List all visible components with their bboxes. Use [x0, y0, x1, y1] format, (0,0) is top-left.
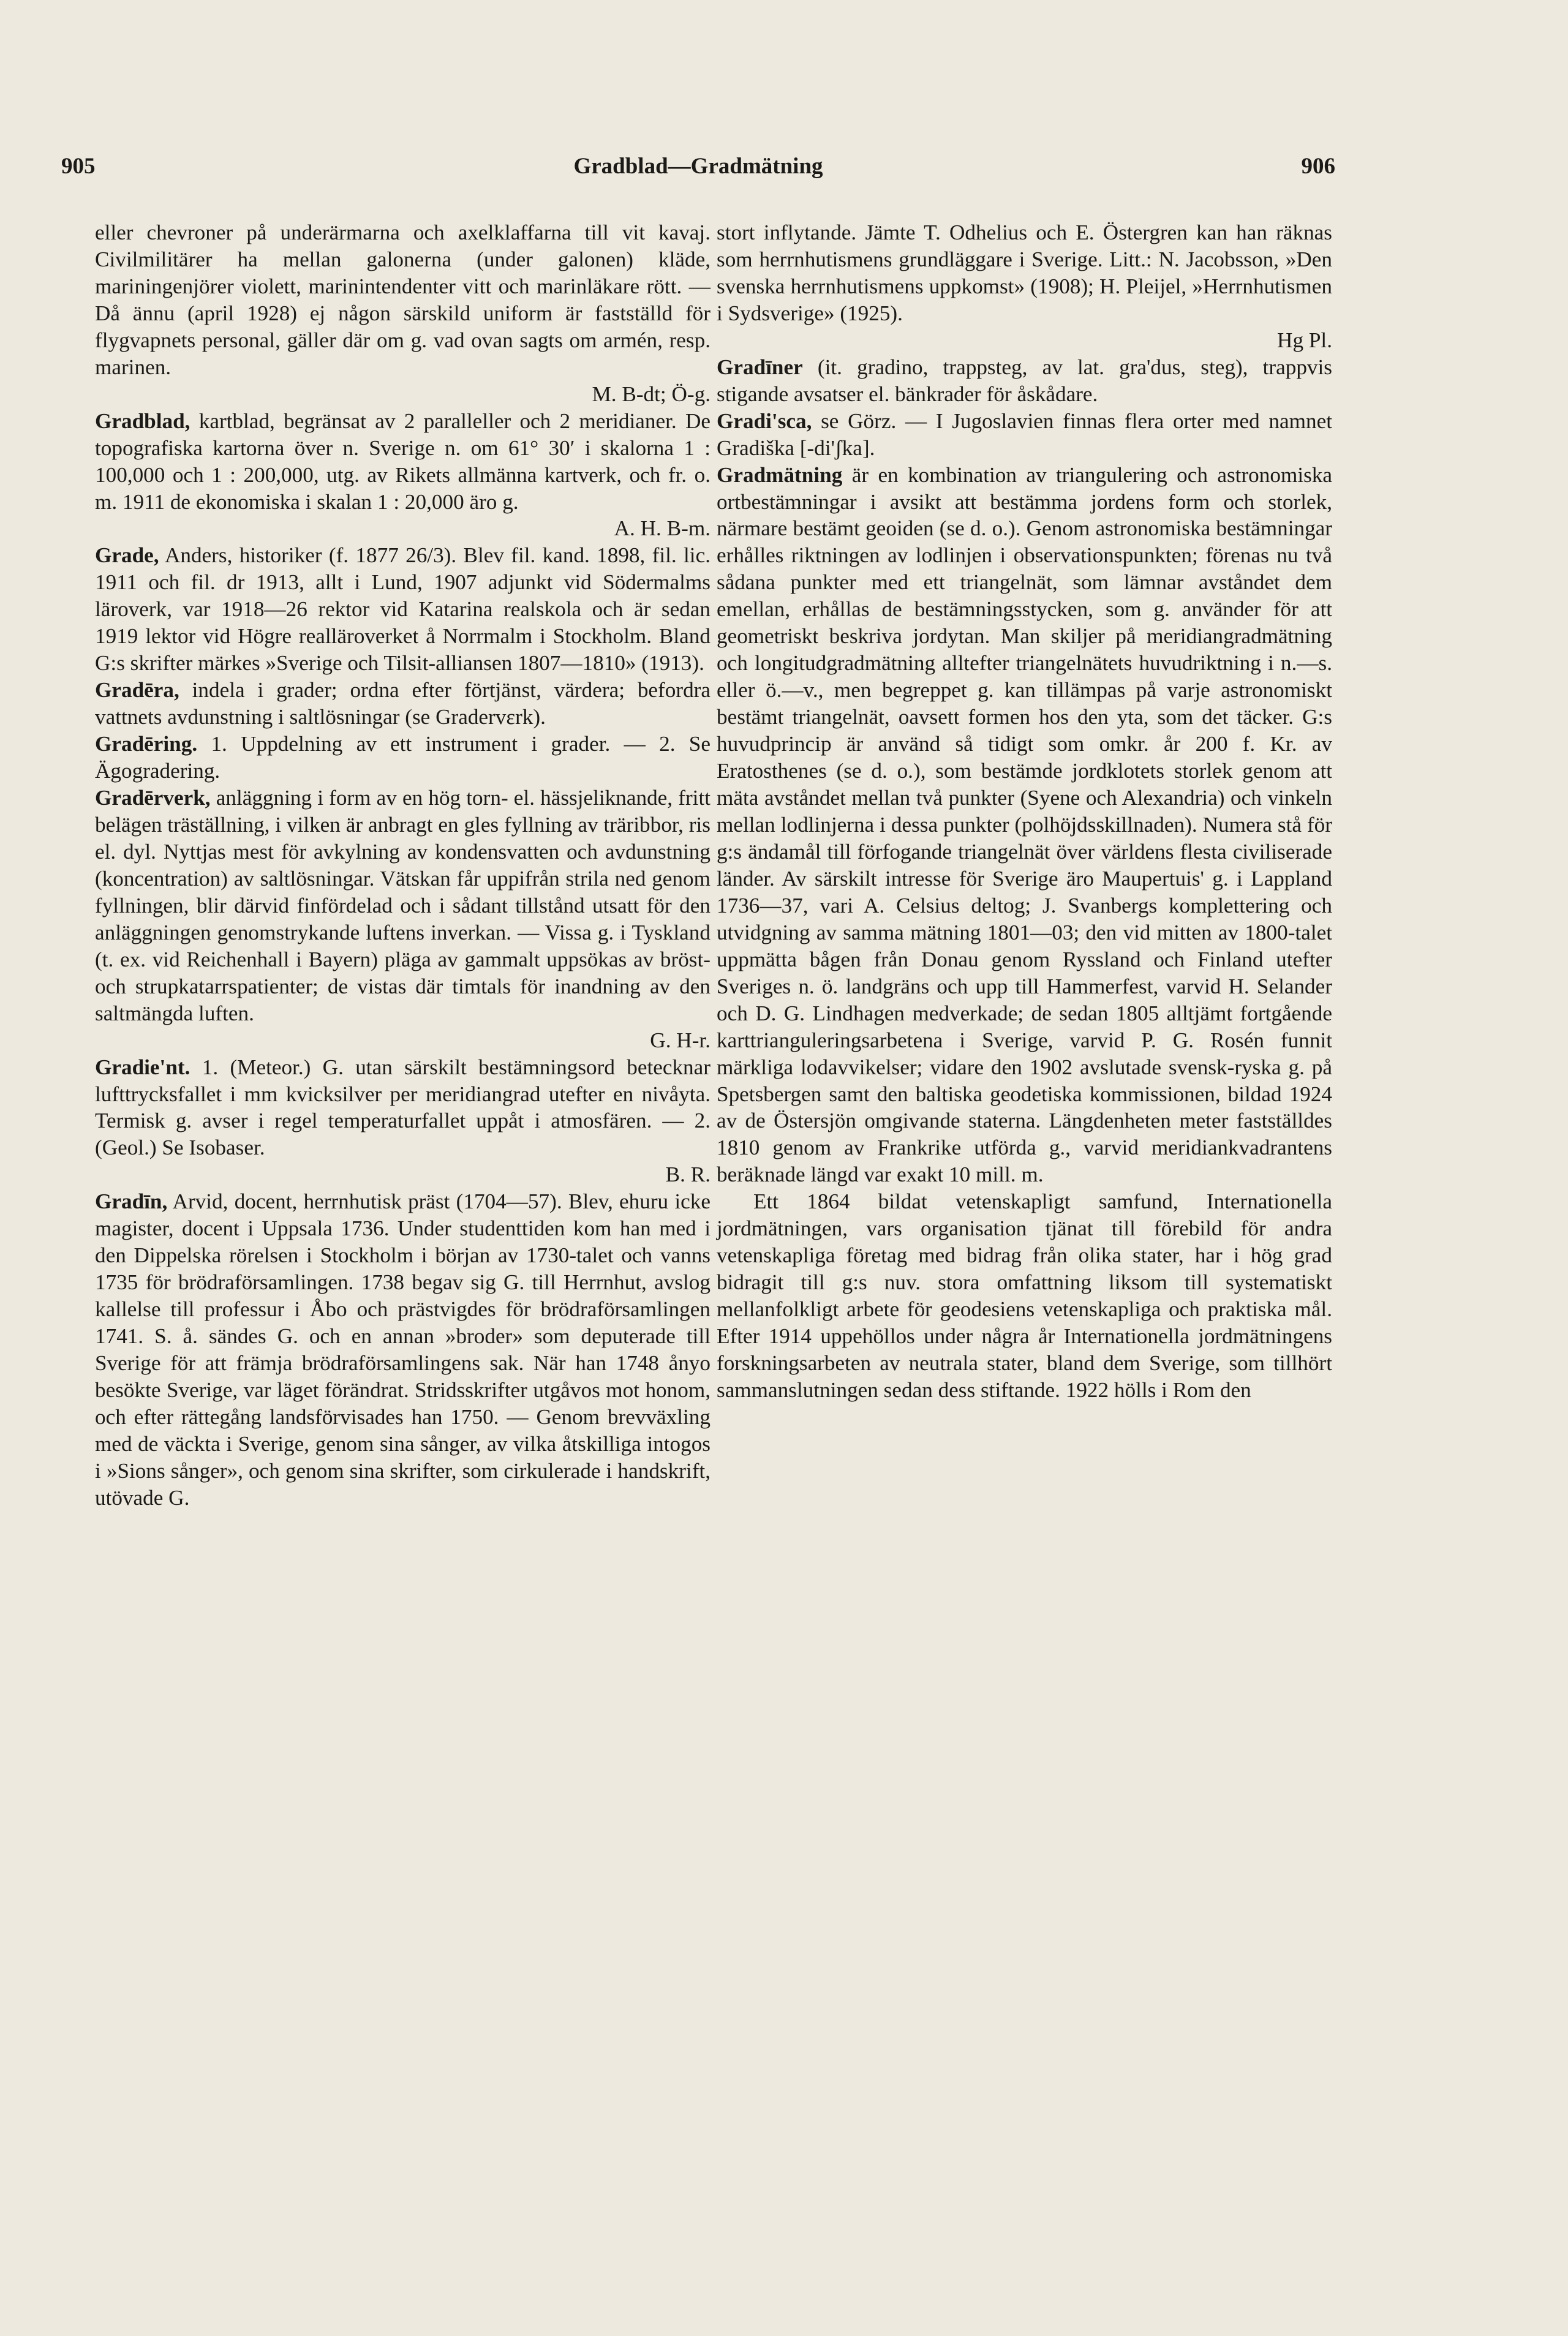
running-title: Gradblad—Gradmätning	[573, 154, 823, 179]
entry-headword: Gradēra,	[95, 678, 179, 703]
entry-text: Ett 1864 bildat vetenskapligt samfund, Internationella jordmätningen, vars organisation tjänat till förebild för andra vetenskapliga företag med bidrag från olika stater, har i hög grad bidragit till g:s nuv. stora omfattning liksom till systematiskt mellanfolkligt arbete för geodesiens vetenskapliga och praktiska mål. Efter 1914 uppehöllos under några år Internationella jordmätningens forskningsarbeten av neutrala stater, bland dem Sverige, som tillhört sammanslutningen sedan dess stiftande. 1922 hölls i Rom den	[717, 1189, 1332, 1402]
page-number-left: 905	[61, 154, 96, 179]
page-header	[61, 153, 1335, 190]
entry-text: eller chevroner på underärmarna och axelklaffarna till vit kavaj. Civilmilitärer ha mellan galonerna (under galonen) kläde, mariningenjörer violett, marinintendenter vitt och marinläkare rött. — Då ännu (april 1928) ej någon särskild uniform är fastställd för flygvapnets personal, gäller där om g. vad ovan sagts om armén, resp. marinen.	[95, 220, 710, 379]
entry-headword: Gradērverk,	[95, 786, 211, 810]
article-entry	[717, 462, 1332, 1189]
entry-headword: Gradīn,	[95, 1189, 168, 1214]
entry-headword: Gradmätning	[717, 462, 843, 487]
author-signature: G. H-r.	[650, 1028, 710, 1052]
entry-text: 1. (Meteor.) G. utan särskilt bestämningsord betecknar lufttrycksfallet i mm kvicksilver per meridiangrad utefter en nivåyta. Termisk g. avser i regel temperaturfallet uppåt i atmosfären. — 2. (Geol.) Se Isobaser.	[95, 1055, 710, 1160]
article-entry	[717, 1188, 1332, 1404]
article-entry	[95, 677, 710, 731]
entry-text: kartblad, begränsat av 2 paralleller och 2 meridianer. De topografiska kartorna över n. Sverige n. om 61° 30′ i skalorna 1 : 100,000 och 1 : 200,000, utg. av Rikets allmänna kartverk, och fr. o. m. 1911 de ekonomiska i skalan 1 : 20,000 äro g.	[95, 409, 710, 514]
article-entry	[717, 219, 1332, 354]
entry-text: se Görz. — I Jugoslavien finnas flera orter med namnet Gradiška [-di'ʃka].	[717, 409, 1332, 460]
left-column	[95, 219, 710, 1512]
author-signature: Hg Pl.	[1277, 328, 1332, 352]
article-entry	[717, 408, 1332, 462]
article-entry	[95, 731, 710, 785]
entry-text: är en kombination av triangulering och astronomiska ortbestämningar i avsikt att bestämma jordens form och storlek, närmare bestämt geoiden (se d. o.). Genom astronomiska bestämningar erhålles riktningen av lodlinjen i observationspunkten; förenas nu två sådana punkter med ett triangelnät, som lämnar avståndet dem emellan, erhållas de bestämningsstycken, som g. använder för att geometriskt beskriva jordytan. Man skiljer på meridiangradmätning och longitudgradmätning alltefter triangelnätets huvudriktning i n.—s. eller ö.—v., men begreppet g. kan tillämpas på varje astronomiskt bestämt triangelnät, oavsett formen hos den yta, som det täcker. G:s huvudprincip är använd så tidigt som omkr. år 200 f. Kr. av Eratosthenes (se d. o.), som bestämde jordklotets storlek genom att mäta avståndet mellan två punkter (Syene och Alexandria) och vinkeln mellan lodlinjerna i dessa punkter (polhöjdsskillnaden). Numera stå för g:s ändamål till förfogande triangelnät över världens flesta civiliserade länder. Av särskilt intresse för Sverige äro Maupertuis' g. i Lappland 1736—37, vari A. Celsius deltog; J. Svanbergs komplettering och utvidgning av samma mätning 1801—03; den vid mitten av 1800-talet uppmätta bågen från Donau genom Ryssland och Finland utefter Sveriges n. ö. landgräns och upp till Hammerfest, varvid H. Selander och D. G. Lindhagen medverkade; de sedan 1805 alltjämt fortgående karttrianguleringsarbetena i Sverige, varvid P. G. Rosén funnit märkliga lodavvikelser; vidare den 1902 avslutade svensk-ryska g. på Spetsbergen samt den baltiska geodetiska kommissionen, bildad 1924 av de Östersjön omgivande staterna. Längdenheten meter fastställdes 1810 genom av Frankrike utförda g., varvid meridiankvadrantens beräknade längd var exakt 10 mill. m.	[717, 462, 1332, 1187]
article-entry	[95, 408, 710, 543]
article-entry	[717, 354, 1332, 408]
entry-headword: Gradblad,	[95, 409, 190, 433]
entry-headword: Gradīner	[717, 355, 803, 379]
author-signature: B. R.	[665, 1162, 710, 1187]
article-entry	[95, 785, 710, 1054]
entry-text: stort inflytande. Jämte T. Odhelius och E. Östergren kan han räknas som herrnhutismens grundläggare i Sverige. Litt.: N. Jacobsson, »Den svenska herrnhutismens uppkomst» (1908); H. Pleijel, »Herrnhutismen i Sydsverige» (1925).	[717, 220, 1332, 325]
entry-headword: Gradie'nt.	[95, 1055, 190, 1079]
entry-headword: Gradi'sca,	[717, 409, 812, 433]
article-entry	[95, 1188, 710, 1511]
author-signature: A. H. B-m.	[614, 516, 710, 541]
author-signature: M. B-dt; Ö-g.	[592, 382, 710, 406]
article-entry	[95, 1054, 710, 1189]
entry-text: anläggning i form av en hög torn- el. hässjeliknande, fritt belägen träställning, i vilken är anbragt en gles fyllning av träribbor, ris el. dyl. Nyttjas mest för avkylning av kondensvatten och avdunstning (koncentration) av saltlösningar. Vätskan får uppifrån strila ned genom fyllningen, blir därvid finfördelad och i sådant tillstånd utsatt för den anläggningen genomstrykande luftens inverkan. — Vissa g. i Tyskland (t. ex. vid Reichenhall i Bayern) pläga av gammalt uppsökas av bröst- och strupkatarrspatienter; de vistas där timtals för inandning av den saltmängda luften.	[95, 786, 710, 1025]
article-entry	[95, 219, 710, 408]
entry-text: indela i grader; ordna efter förtjänst, värdera; befordra vattnets avdunstning i saltlösningar (se Gradervεrk).	[95, 678, 710, 729]
entry-text: 1. Uppdelning av ett instrument i grader. — 2. Se Ägogradering.	[95, 732, 710, 783]
article-entry	[95, 542, 710, 677]
entry-text: Arvid, docent, herrnhutisk präst (1704—57). Blev, ehuru icke magister, docent i Uppsala 1736. Under studenttiden kom han med i den Dippelska rörelsen i Stockholm i början av 1730-talet och vanns 1735 för brödraförsamlingen. 1738 begav sig G. till Herrnhut, avslog kallelse till professur i Åbo och prästvigdes för brödraförsamlingen 1741. S. å. sändes G. och en annan »broder» som deputerade till Sverige för att främja brödraförsamlingens sak. När han 1748 ånyo besökte Sverige, var läget förändrat. Stridsskrifter utgåvos mot honom, och efter rättegång landsförvisades han 1750. — Genom brevväxling med de väckta i Sverige, genom sina sånger, av vilka åtskilliga intogos i »Sions sånger», och genom sina skrifter, som cirkulerade i handskrift, utövade G.	[95, 1189, 710, 1510]
entry-headword: Grade,	[95, 543, 159, 568]
entry-headword: Gradēring.	[95, 732, 198, 756]
page-number-right: 906	[1301, 154, 1335, 179]
entry-text: Anders, historiker (f. 1877 26/3). Blev fil. kand. 1898, fil. lic. 1911 och fil. dr 1913, allt i Lund, 1907 adjunkt vid Södermalms läroverk, var 1918—26 rektor vid Katarina realskola och är sedan 1919 lektor vid Högre realläroverket å Norrmalm i Stockholm. Bland G:s skrifter märkes »Sverige och Tilsit-alliansen 1807—1810» (1913).	[95, 543, 710, 676]
right-column	[717, 219, 1332, 1404]
entry-text: (it. gradino, trappsteg, av lat. gra'dus, steg), trappvis stigande avsatser el. bänkrader för åskådare.	[717, 355, 1332, 406]
